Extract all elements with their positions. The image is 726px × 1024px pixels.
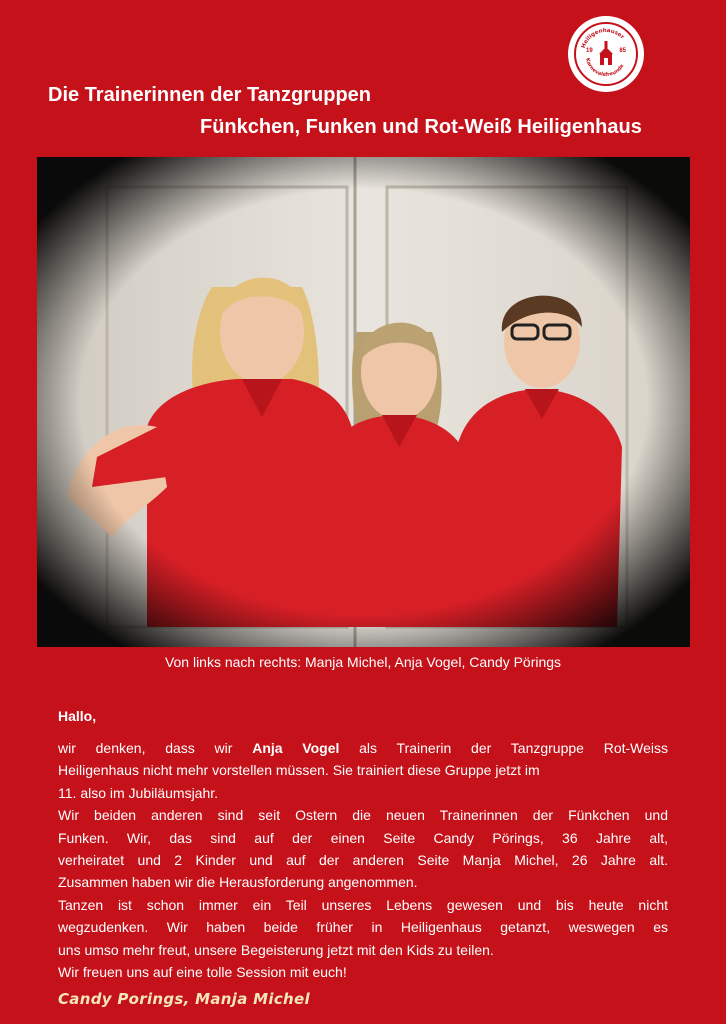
- page-title: Die Trainerinnen der Tanzgruppen: [48, 84, 372, 106]
- club-logo: [568, 16, 644, 92]
- trainers-photo: [37, 157, 690, 647]
- page-subtitle: Fünkchen, Funken und Rot-Weiß Heiligenhaus: [200, 116, 642, 138]
- paragraph-3-line-2: wegzudenken. Wir haben beide früher in Heiligenhaus getanzt, weswegen es: [58, 919, 668, 936]
- closing-line: Wir freuen uns auf eine tolle Session mit euch!: [58, 964, 347, 981]
- highlighted-name: Anja Vogel: [252, 740, 340, 756]
- logo-ring: [574, 22, 638, 86]
- paragraph-1-line-2: Heiligenhaus nicht mehr vorstellen müssen. Sie trainiert diese Gruppe jetzt im: [58, 762, 540, 779]
- paragraph-2-line-4: Zusammen haben wir die Herausforderung angenommen.: [58, 874, 418, 891]
- p1-text-pre: wir denken, dass wir: [58, 740, 253, 756]
- paragraph-3-line-1: Tanzen ist schon immer ein Teil unseres Lebens gewesen und bis heute nicht: [58, 896, 668, 913]
- greeting: Hallo,: [58, 708, 97, 724]
- logo-emblem-icon: [576, 24, 636, 84]
- paragraph-2-line-1: Wir beiden anderen sind seit Ostern die neuen Trainerinnen der Fünkchen und: [58, 807, 668, 824]
- paragraph-3-line-3: uns umso mehr freut, unsere Begeisterung jetzt mit den Kids zu teilen.: [58, 941, 494, 958]
- photo-caption: Von links nach rechts: Manja Michel, Anja Vogel, Candy Pörings: [164, 654, 562, 670]
- signature: Candy Porings, Manja Michel: [58, 990, 310, 1008]
- svg-text:Karnevalsfreunde: Karnevalsfreunde: [584, 57, 626, 79]
- paragraph-1-line-1: [58, 737, 668, 759]
- paragraph-2-line-2: Funken. Wir, das sind auf der einen Seite Candy Pörings, 36 Jahre alt,: [58, 829, 668, 846]
- logo-year-right: 85: [619, 48, 626, 54]
- letter-body: [58, 737, 668, 983]
- paragraph-2-line-3: verheiratet und 2 Kinder und auf der anderen Seite Manja Michel, 26 Jahre alt.: [58, 852, 668, 869]
- p1-text-post: als Trainerin der Tanzgruppe Rot-Weiss: [339, 740, 669, 756]
- photo-illustration: [37, 157, 690, 647]
- logo-year-left: 19: [586, 48, 593, 54]
- svg-text:Heiligenhauser: Heiligenhauser: [580, 27, 625, 50]
- paragraph-1-line-3: 11. also im Jubiläumsjahr.: [58, 784, 219, 801]
